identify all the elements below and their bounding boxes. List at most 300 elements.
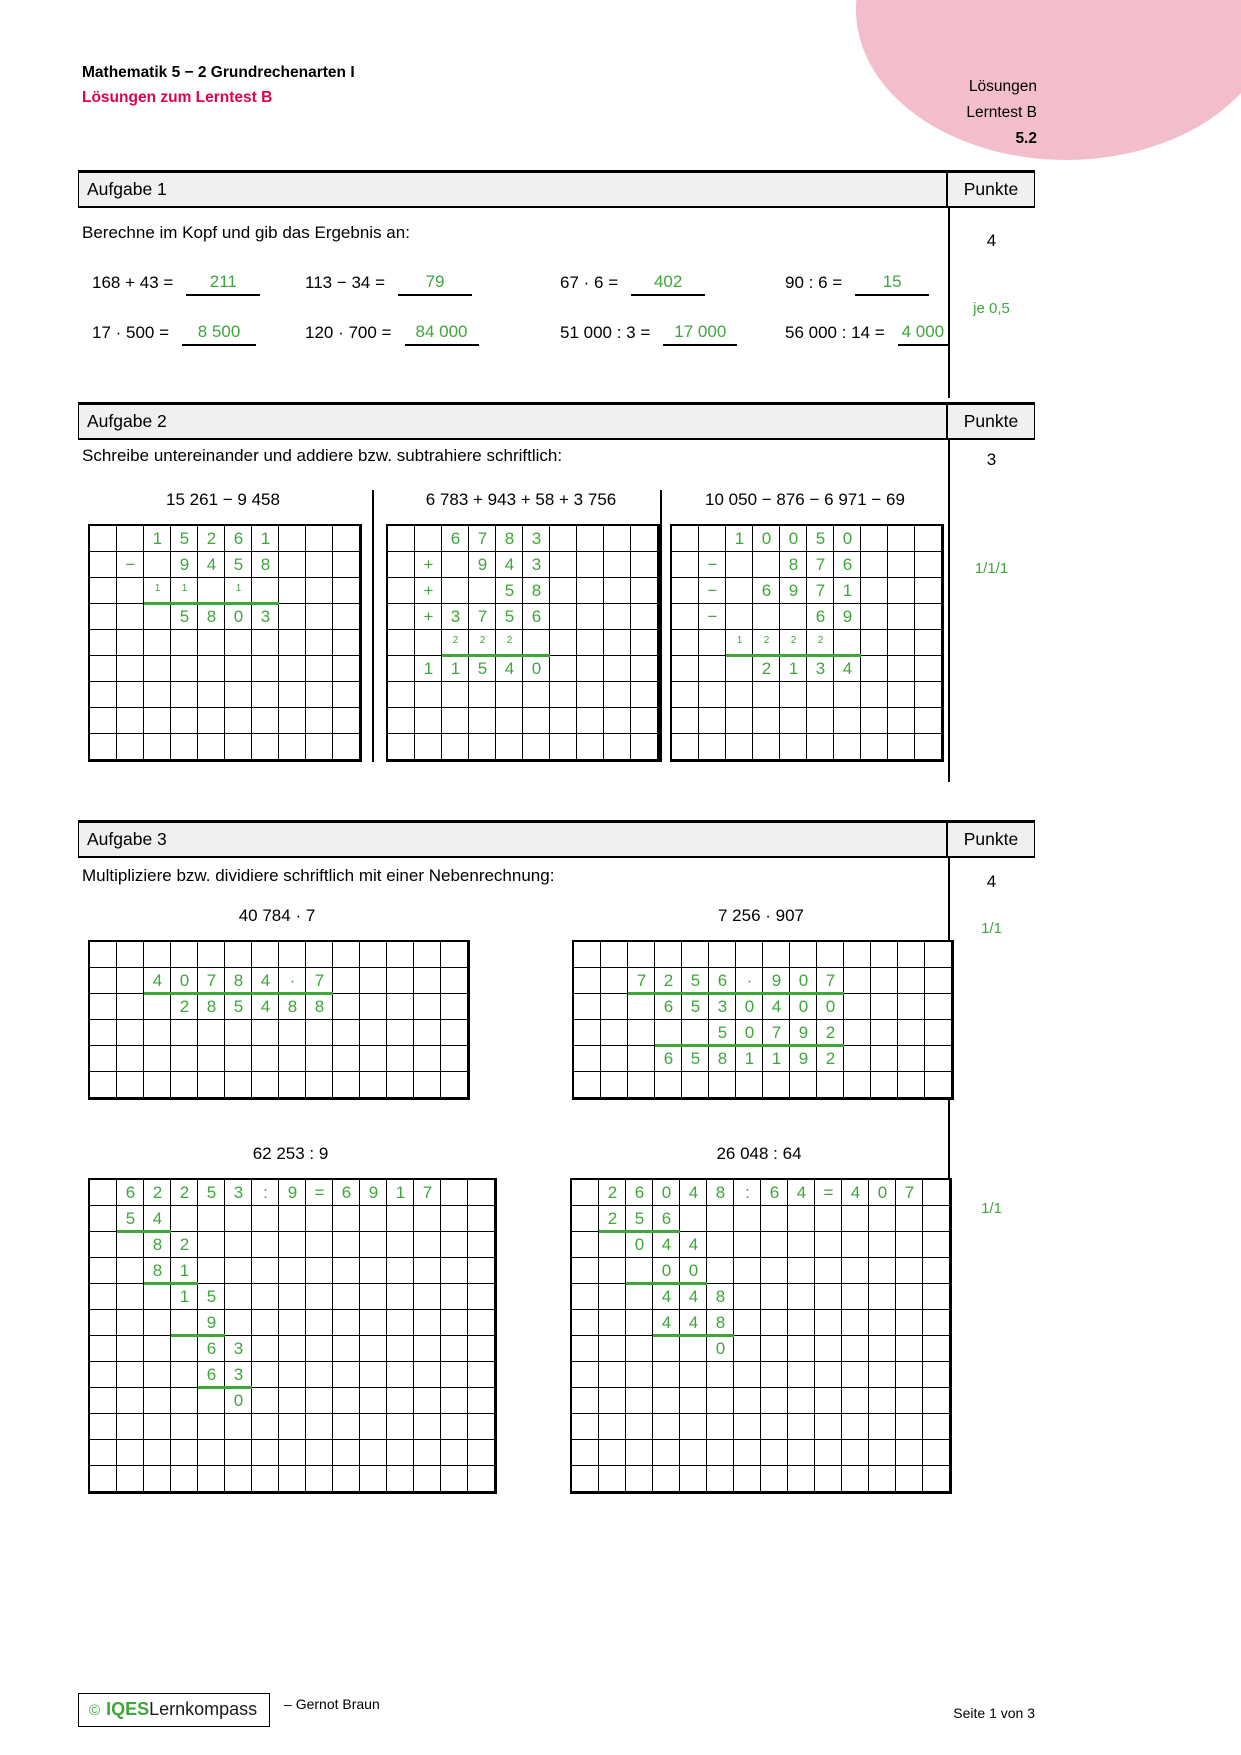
grid-cell	[171, 942, 198, 968]
grid-cell	[171, 1072, 198, 1098]
grid-cell	[815, 1388, 842, 1414]
grid-cell	[90, 942, 117, 968]
grid-cell	[387, 994, 414, 1020]
grid-cell	[925, 942, 952, 968]
grid-cell	[144, 1310, 171, 1336]
grid-cell	[626, 1388, 653, 1414]
grid-digit: 7	[904, 1183, 915, 1202]
grid-cell	[915, 708, 942, 734]
grid-cell	[442, 682, 469, 708]
grid-cell	[279, 1258, 306, 1284]
grid-cell	[468, 1232, 495, 1258]
grid-cell	[414, 1020, 441, 1046]
grid-cell	[599, 1440, 626, 1466]
grid-cell	[923, 1258, 950, 1284]
grid-cell	[414, 1046, 441, 1072]
grid-cell	[604, 682, 631, 708]
grid-cell	[90, 1232, 117, 1258]
grid-cell	[734, 1362, 761, 1388]
grid-cell	[90, 604, 117, 630]
grid-cell	[898, 1020, 925, 1046]
grid-cell	[631, 708, 658, 734]
grid-cell	[599, 1362, 626, 1388]
grid-cell	[626, 1336, 653, 1362]
grid-cell	[842, 1206, 869, 1232]
grid-digit: 1	[734, 529, 745, 548]
grid-digit: 2	[825, 1049, 836, 1068]
grid-cell	[761, 1284, 788, 1310]
grid-cell	[279, 682, 306, 708]
subtraction-line	[198, 1386, 252, 1389]
grid-cell	[90, 1310, 117, 1336]
grid-cell	[441, 1258, 468, 1284]
subtraction-line	[144, 602, 279, 605]
grid-digit: 0	[761, 529, 772, 548]
grid-digit: 3	[717, 997, 728, 1016]
grid-digit: 4	[688, 1183, 699, 1202]
grid-cell	[306, 1336, 333, 1362]
grid-cell	[387, 1232, 414, 1258]
grid-cell	[333, 1072, 360, 1098]
equation-question: 113 − 34 =	[305, 273, 386, 292]
grid-digit: 4	[152, 1209, 163, 1228]
grid-cell	[117, 1414, 144, 1440]
grid-digit: 6	[661, 1209, 672, 1228]
grid-cell	[626, 1284, 653, 1310]
author-name: – Gernot Braun	[284, 1696, 380, 1712]
grid-cell	[861, 682, 888, 708]
grid-cell	[252, 1046, 279, 1072]
grid-cell	[888, 526, 915, 552]
grid-cell	[198, 942, 225, 968]
grid-cell	[788, 1310, 815, 1336]
mental-math-row-2	[92, 322, 948, 346]
grid-cell	[680, 1206, 707, 1232]
grid-cell	[252, 942, 279, 968]
grid-cell	[655, 1020, 682, 1046]
grid-cell	[171, 1414, 198, 1440]
grid-cell	[414, 1258, 441, 1284]
task2-section	[78, 402, 1035, 820]
grid-cell	[333, 942, 360, 968]
grid-cell	[572, 1414, 599, 1440]
grid-cell	[414, 1206, 441, 1232]
grid-cell	[333, 1466, 360, 1492]
grid-cell	[726, 578, 753, 604]
grid-cell	[252, 1440, 279, 1466]
grid-digit: ·	[289, 971, 296, 990]
grid-digit: 8	[531, 581, 542, 600]
grid-cell	[90, 1180, 117, 1206]
grid-cell	[117, 708, 144, 734]
publisher-logo-lernkompass: Lernkompass	[149, 1699, 258, 1719]
grid-cell	[923, 1310, 950, 1336]
grid-digit: 7	[422, 1183, 433, 1202]
grid-cell	[734, 1388, 761, 1414]
grid-digit: 5	[206, 1183, 217, 1202]
carry-digit: 1	[181, 583, 188, 594]
grid-cell	[279, 1414, 306, 1440]
grid-cell	[761, 1206, 788, 1232]
grid-cell	[753, 552, 780, 578]
grid-digit: +	[423, 581, 434, 600]
grid-cell	[572, 1258, 599, 1284]
grid-cell	[780, 708, 807, 734]
grid-cell	[198, 1466, 225, 1492]
points-column-header: Punkte	[946, 405, 1034, 438]
grid-cell	[279, 942, 306, 968]
grid-digit: 6	[531, 607, 542, 626]
grid-cell	[734, 1284, 761, 1310]
grid-cell	[842, 1388, 869, 1414]
grid-cell	[387, 1284, 414, 1310]
grid-digit: 7	[477, 607, 488, 626]
grid-cell	[306, 1362, 333, 1388]
grid-cell	[388, 656, 415, 682]
grid-cell	[601, 942, 628, 968]
task3-instruction: Multipliziere bzw. dividiere schriftlich mit einer Nebenrechnung:	[82, 866, 555, 885]
grid-cell	[923, 1388, 950, 1414]
grid-cell	[117, 1362, 144, 1388]
grid-cell	[225, 682, 252, 708]
grid-digit: 0	[798, 997, 809, 1016]
grid-cell	[333, 1336, 360, 1362]
problem-division-2	[570, 1144, 952, 1494]
grid-digit: 5	[125, 1209, 136, 1228]
grid-cell	[574, 968, 601, 994]
grid-cell	[469, 578, 496, 604]
document-header	[82, 60, 355, 110]
grid-cell	[888, 604, 915, 630]
grid-cell	[441, 1046, 468, 1072]
grid-cell	[523, 708, 550, 734]
grid-digit: +	[423, 555, 434, 574]
grid-cell	[252, 1414, 279, 1440]
grid-cell	[387, 968, 414, 994]
grid-cell	[626, 1362, 653, 1388]
grid-cell	[442, 734, 469, 760]
grid-cell	[306, 1414, 333, 1440]
grid-cell	[869, 1310, 896, 1336]
grid-cell	[415, 526, 442, 552]
grid-cell	[815, 1440, 842, 1466]
grid-cell	[171, 682, 198, 708]
grid-digit: 4	[688, 1313, 699, 1332]
grid-cell	[306, 1020, 333, 1046]
grid-cell	[333, 630, 360, 656]
grid-digit: 0	[744, 1023, 755, 1042]
grid-cell	[871, 1046, 898, 1072]
grid-digit: 8	[206, 607, 217, 626]
grid-cell	[834, 708, 861, 734]
grid-cell	[144, 1020, 171, 1046]
grid-cell	[577, 734, 604, 760]
grid-cell	[198, 1020, 225, 1046]
grid-cell	[90, 708, 117, 734]
grid-digit: 7	[477, 529, 488, 548]
grid-cell	[898, 1072, 925, 1098]
equation-question: 120 · 700 =	[305, 323, 392, 342]
grid-cell	[523, 682, 550, 708]
grid-cell	[888, 552, 915, 578]
task2-instruction: Schreibe untereinander und addiere bzw. subtrahiere schriftlich:	[82, 446, 563, 465]
grid-cell	[306, 552, 333, 578]
grid-digit: 0	[788, 529, 799, 548]
grid-cell	[844, 968, 871, 994]
grid-digit: 7	[314, 971, 325, 990]
grid-cell	[807, 708, 834, 734]
grid-cell	[279, 578, 306, 604]
grid-digit: 0	[179, 971, 190, 990]
grid-cell	[90, 968, 117, 994]
grid-digit: 3	[450, 607, 461, 626]
grid-cell	[171, 1362, 198, 1388]
grid-cell	[604, 734, 631, 760]
grid-cell	[807, 734, 834, 760]
grid-digit: 1	[395, 1183, 406, 1202]
grid-cell	[198, 1414, 225, 1440]
grid-cell	[807, 682, 834, 708]
subtraction-line	[144, 992, 333, 995]
grid-digit: 0	[715, 1339, 726, 1358]
grid-cell	[117, 526, 144, 552]
grid-cell	[550, 578, 577, 604]
grid-cell	[788, 1206, 815, 1232]
grid-cell	[817, 942, 844, 968]
grid-cell	[844, 942, 871, 968]
grid-cell	[387, 1362, 414, 1388]
grid-digit: 4	[688, 1235, 699, 1254]
grid-cell	[90, 1046, 117, 1072]
grid-cell	[869, 1440, 896, 1466]
grid-cell	[252, 1284, 279, 1310]
grid-cell	[604, 630, 631, 656]
grid-cell	[626, 1466, 653, 1492]
grid-cell	[842, 1310, 869, 1336]
grid-cell	[360, 1020, 387, 1046]
grid-digit: 0	[744, 997, 755, 1016]
grid-digit: 6	[761, 581, 772, 600]
grid-cell	[442, 578, 469, 604]
grid-cell	[844, 1072, 871, 1098]
grid-cell	[117, 1310, 144, 1336]
grid-cell	[736, 942, 763, 968]
grid-digit: 1	[842, 581, 853, 600]
grid-cell	[279, 526, 306, 552]
grid-digit: 5	[504, 581, 515, 600]
grid-digit: 5	[690, 971, 701, 990]
grid-cell	[225, 1232, 252, 1258]
carry-digit: 2	[479, 635, 486, 646]
equation	[92, 272, 305, 296]
grid-cell	[734, 1258, 761, 1284]
grid-cell	[360, 942, 387, 968]
problem-subtraction-1	[78, 490, 372, 762]
grid-cell	[333, 994, 360, 1020]
grid-cell	[896, 1232, 923, 1258]
written-calculation-grid	[386, 524, 660, 762]
grid-cell	[699, 656, 726, 682]
written-calculation-grid	[572, 940, 954, 1100]
grid-cell	[144, 708, 171, 734]
grid-digit: 9	[842, 607, 853, 626]
grid-cell	[699, 526, 726, 552]
grid-cell	[441, 1362, 468, 1388]
grid-cell	[388, 630, 415, 656]
grid-cell	[896, 1284, 923, 1310]
grid-cell	[915, 656, 942, 682]
grid-cell	[672, 578, 699, 604]
grid-cell	[468, 1258, 495, 1284]
task3-section	[78, 820, 1035, 1510]
task1-title: Aufgabe 1	[87, 179, 167, 199]
grid-cell	[333, 1046, 360, 1072]
grid-cell	[761, 1232, 788, 1258]
grid-cell	[414, 1466, 441, 1492]
grid-cell	[577, 656, 604, 682]
grid-cell	[604, 552, 631, 578]
grid-cell	[788, 1388, 815, 1414]
grid-cell	[90, 1414, 117, 1440]
grid-cell	[923, 1440, 950, 1466]
grid-cell	[915, 526, 942, 552]
grid-digit: 4	[688, 1287, 699, 1306]
grid-cell	[144, 942, 171, 968]
equation-answer: 17 000	[663, 322, 737, 346]
grid-cell	[915, 630, 942, 656]
task1-instruction: Berechne im Kopf und gib das Ergebnis an:	[82, 223, 410, 242]
grid-cell	[225, 708, 252, 734]
grid-cell	[441, 1020, 468, 1046]
grid-cell	[469, 708, 496, 734]
grid-cell	[753, 682, 780, 708]
grid-digit: 6	[769, 1183, 780, 1202]
grid-digit: 8	[152, 1261, 163, 1280]
grid-cell	[523, 734, 550, 760]
grid-cell	[468, 1414, 495, 1440]
grid-cell	[734, 1206, 761, 1232]
grid-cell	[888, 682, 915, 708]
grid-cell	[726, 682, 753, 708]
grid-cell	[496, 708, 523, 734]
grid-digit: 0	[661, 1261, 672, 1280]
grid-cell	[198, 1072, 225, 1098]
grid-cell	[252, 1206, 279, 1232]
grid-cell	[888, 734, 915, 760]
grid-cell	[90, 1362, 117, 1388]
grid-cell	[225, 1046, 252, 1072]
grid-cell	[815, 1362, 842, 1388]
grid-cell	[144, 734, 171, 760]
equation-answer: 15	[855, 272, 929, 296]
grid-cell	[572, 1232, 599, 1258]
problem-label: 26 048 : 64	[716, 1144, 802, 1163]
grid-cell	[388, 578, 415, 604]
grid-cell	[388, 526, 415, 552]
grid-cell	[574, 1046, 601, 1072]
grid-cell	[753, 604, 780, 630]
grid-cell	[414, 1284, 441, 1310]
grid-cell	[763, 1072, 790, 1098]
written-calculation-grid	[88, 940, 470, 1100]
grid-cell	[550, 682, 577, 708]
grid-cell	[599, 1310, 626, 1336]
grid-cell	[360, 1414, 387, 1440]
grid-digit: 5	[477, 659, 488, 678]
grid-digit: 3	[260, 607, 271, 626]
grid-cell	[550, 734, 577, 760]
grid-cell	[117, 1020, 144, 1046]
grid-cell	[699, 630, 726, 656]
grid-cell	[90, 1206, 117, 1232]
grid-cell	[144, 656, 171, 682]
grid-cell	[387, 1020, 414, 1046]
grid-digit: 0	[233, 607, 244, 626]
corner-chapter-number: 5.2	[1015, 130, 1037, 147]
grid-cell	[252, 1388, 279, 1414]
grid-cell	[680, 1466, 707, 1492]
grid-digit: 2	[825, 1023, 836, 1042]
grid-cell	[144, 1388, 171, 1414]
carry-digit: 2	[817, 635, 824, 646]
grid-digit: 6	[717, 971, 728, 990]
grid-cell	[707, 1258, 734, 1284]
grid-digit: 1	[771, 1049, 782, 1068]
grid-digit: 5	[233, 555, 244, 574]
grid-cell	[844, 1020, 871, 1046]
grid-cell	[780, 604, 807, 630]
grid-cell	[144, 1046, 171, 1072]
carry-digit: 1	[235, 583, 242, 594]
grid-digit: 2	[179, 1235, 190, 1254]
grid-cell	[761, 1440, 788, 1466]
problem-subtraction-2	[660, 490, 948, 762]
grid-cell	[225, 1258, 252, 1284]
grid-cell	[699, 734, 726, 760]
grid-cell	[117, 1336, 144, 1362]
grid-digit: 4	[504, 659, 515, 678]
grid-digit: 6	[663, 1049, 674, 1068]
page-number: Seite 1 von 3	[953, 1705, 1035, 1721]
carry-digit: 1	[736, 635, 743, 646]
grid-cell	[788, 1284, 815, 1310]
grid-digit: 8	[788, 555, 799, 574]
grid-cell	[672, 656, 699, 682]
grid-cell	[861, 656, 888, 682]
equation-question: 168 + 43 =	[92, 273, 174, 292]
grid-digit: 2	[152, 1183, 163, 1202]
grid-cell	[788, 1258, 815, 1284]
grid-cell	[550, 604, 577, 630]
grid-cell	[306, 682, 333, 708]
grid-cell	[441, 1388, 468, 1414]
grid-digit: 8	[717, 1049, 728, 1068]
equation	[305, 272, 560, 296]
grid-cell	[896, 1440, 923, 1466]
equation-answer: 84 000	[405, 322, 479, 346]
grid-digit: 7	[815, 581, 826, 600]
grid-cell	[780, 682, 807, 708]
grid-cell	[117, 1388, 144, 1414]
grid-digit: 6	[233, 529, 244, 548]
grid-cell	[90, 630, 117, 656]
grid-cell	[761, 1310, 788, 1336]
grid-cell	[871, 1020, 898, 1046]
grid-cell	[577, 526, 604, 552]
problem-label: 15 261 − 9 458	[166, 490, 280, 509]
grid-cell	[90, 1072, 117, 1098]
grid-cell	[252, 1072, 279, 1098]
